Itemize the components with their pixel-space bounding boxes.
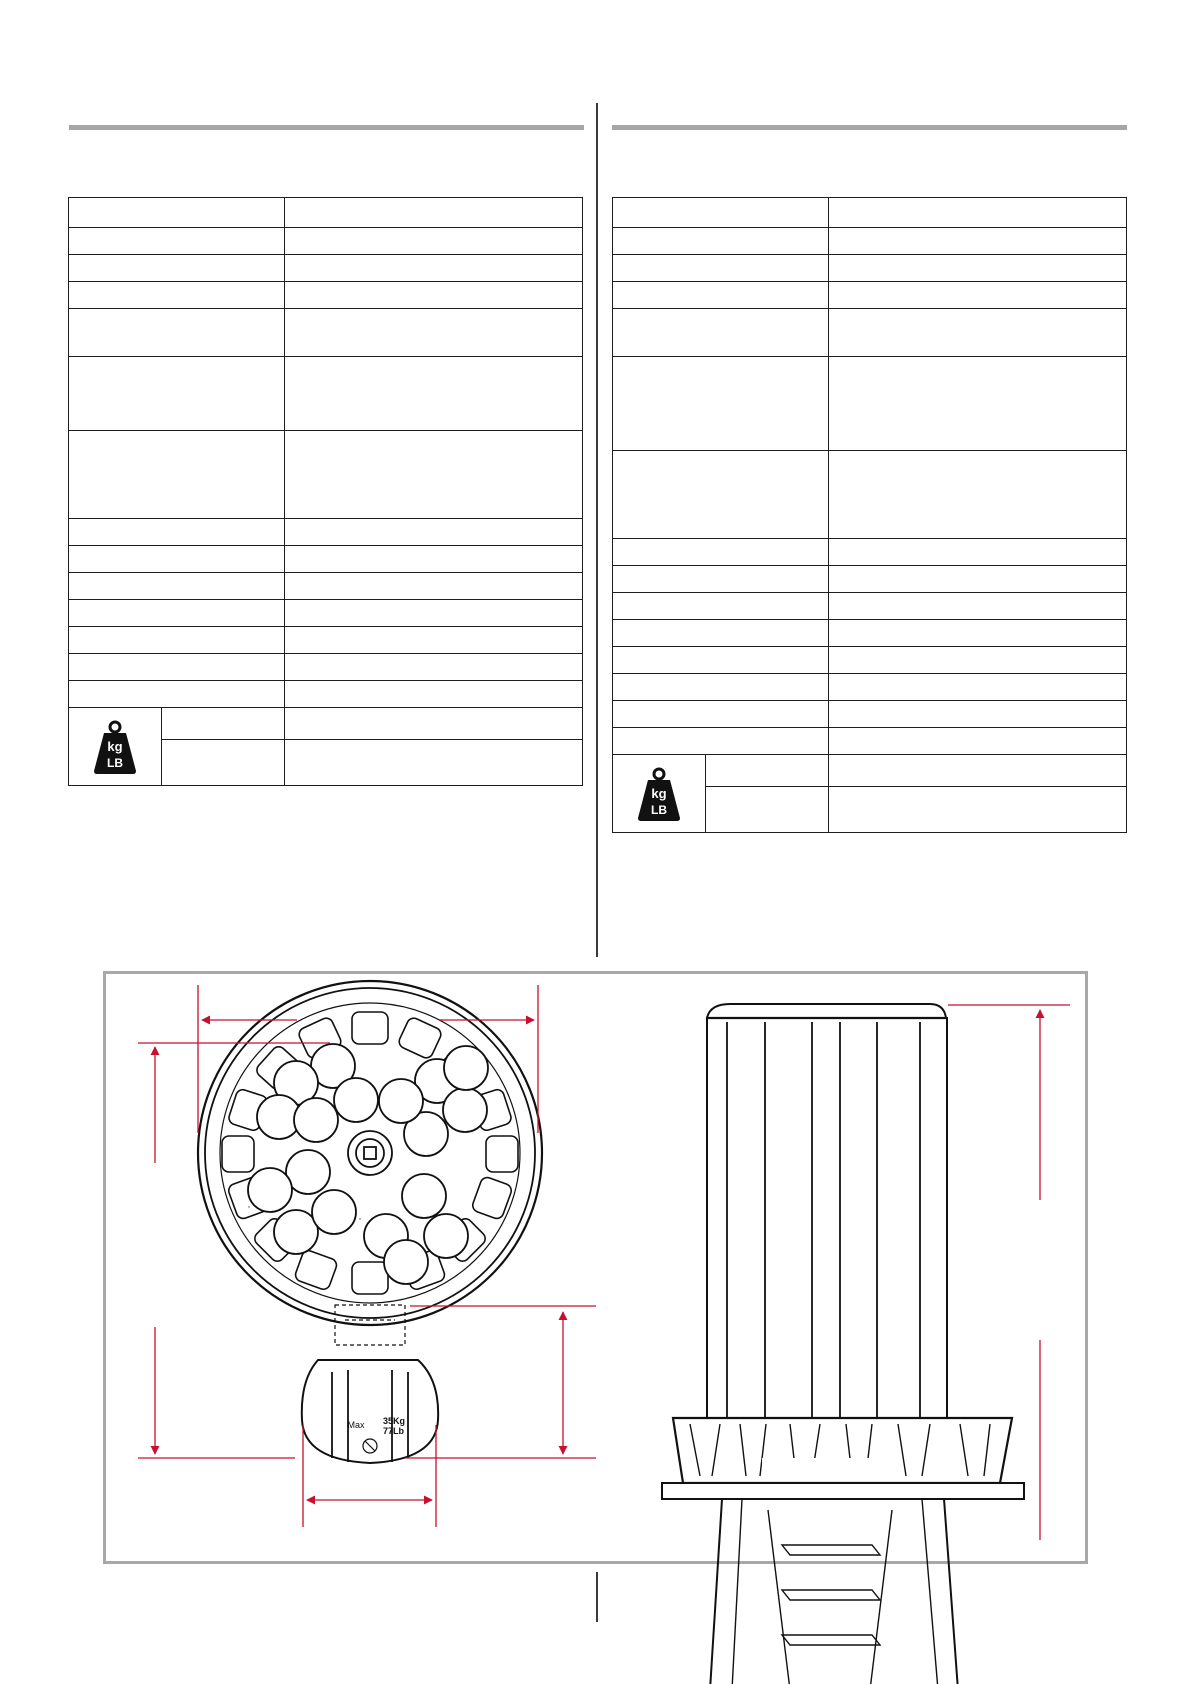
svg-text:LB: LB xyxy=(107,755,123,770)
top-view-dimension-lines xyxy=(138,985,596,1527)
max-load-label xyxy=(347,1416,405,1453)
svg-text:Max: Max xyxy=(347,1420,365,1430)
svg-text:kg: kg xyxy=(107,738,123,754)
side-view-drawing xyxy=(662,1004,1024,1684)
side-view-pedestal xyxy=(762,1458,898,1478)
svg-text:35Kg: 35Kg xyxy=(383,1416,406,1426)
svg-text:77Lb: 77Lb xyxy=(383,1426,405,1436)
svg-text:LB: LB xyxy=(651,802,667,817)
svg-text:kg: kg xyxy=(651,785,667,801)
top-view-cups xyxy=(248,1044,488,1284)
